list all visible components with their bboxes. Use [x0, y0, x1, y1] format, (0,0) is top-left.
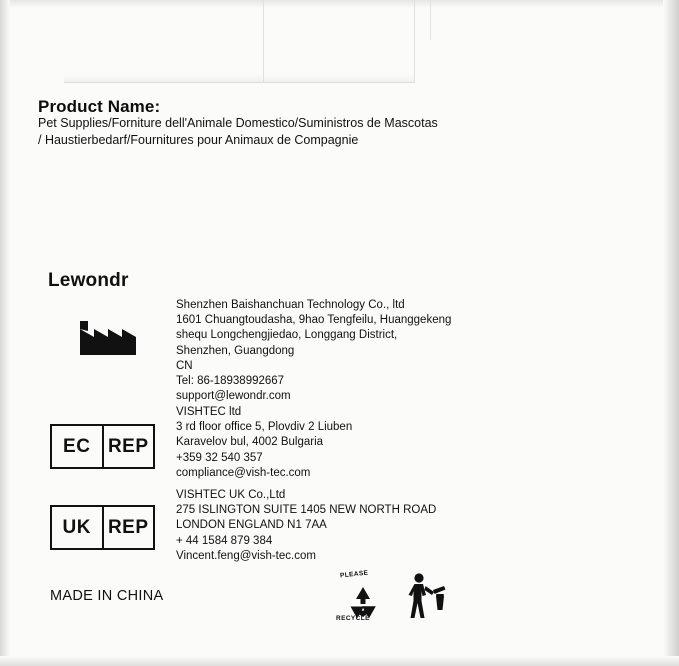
uk-rep-address — [176, 488, 476, 564]
ec-rep-name: VISHTEC ltd — [176, 406, 242, 418]
uk-rep-address-line-1: 275 ISLINGTON SUITE 1405 NEW NORTH ROAD — [176, 504, 437, 517]
box-top-edge — [0, 0, 679, 8]
tidyman-icon — [400, 570, 448, 625]
recycle-bottom-label: RECYCLE — [336, 615, 370, 622]
manufacturer-phone: Tel: 86-18938992667 — [176, 375, 285, 388]
uk-rep-name: VISHTEC UK Co.,Ltd — [176, 489, 286, 501]
box-bottom-edge — [0, 656, 679, 666]
product-name-text — [38, 115, 508, 149]
uk-rep-badge-left: UK — [62, 516, 91, 538]
product-name-label: Product Name: — [38, 97, 161, 116]
brand-name: Lewondr — [48, 270, 129, 291]
uk-rep-badge — [50, 505, 155, 550]
factory-icon — [80, 317, 142, 355]
manufacturer-address-line-3: Shenzhen, Guangdong — [176, 344, 295, 357]
uk-rep-email: Vincent.feng@vish-tec.com — [176, 549, 316, 562]
box-tape-seam — [430, 0, 431, 40]
ec-rep-phone: +359 32 540 357 — [176, 451, 263, 464]
box-left-edge — [0, 0, 10, 666]
manufacturer-email: support@lewondr.com — [176, 390, 291, 403]
manufacturer-address — [176, 298, 476, 404]
ec-rep-badge — [50, 424, 155, 469]
manufacturer-address-line-1: 1601 Chuangtoudasha, 9hao Tengfeilu, Huanggekeng — [176, 314, 452, 327]
product-name-line-1: Pet Supplies/Forniture dell'Animale Domestico/Suministros de Mascotas — [38, 116, 438, 130]
recycle-top-label: PLEASE — [339, 569, 369, 580]
manufacturer-address-line-2: shequ Longchengjiedao, Longgang District, — [176, 329, 398, 342]
uk-rep-address-line-2: LONDON ENGLAND N1 7AA — [176, 519, 327, 532]
ec-rep-badge-left: EC — [63, 435, 91, 457]
ec-rep-address-line-1: 3 rd floor office 5, Plovdiv 2 Liuben — [176, 421, 353, 434]
box-flap-seam-horizontal — [64, 82, 414, 83]
product-name-line-2: / Haustierbedarf/Fournitures pour Animaux de Compagnie — [38, 133, 359, 147]
box-flap-seam-right — [414, 0, 415, 83]
ec-rep-email: compliance@vish-tec.com — [176, 466, 311, 479]
ec-rep-address-line-2: Karavelov bul, 4002 Bulgaria — [176, 436, 324, 449]
ec-rep-badge-right: REP — [107, 435, 149, 457]
uk-rep-phone: + 44 1584 879 384 — [176, 534, 273, 547]
made-in-country: MADE IN CHINA — [50, 588, 164, 604]
manufacturer-country: CN — [176, 359, 193, 372]
ec-rep-address — [176, 405, 476, 481]
box-right-edge — [663, 0, 679, 666]
manufacturer-name: Shenzhen Baishanchuan Technology Co., ltd — [176, 299, 405, 311]
box-flap-seam-left — [263, 0, 264, 83]
uk-rep-badge-right: REP — [107, 516, 149, 538]
